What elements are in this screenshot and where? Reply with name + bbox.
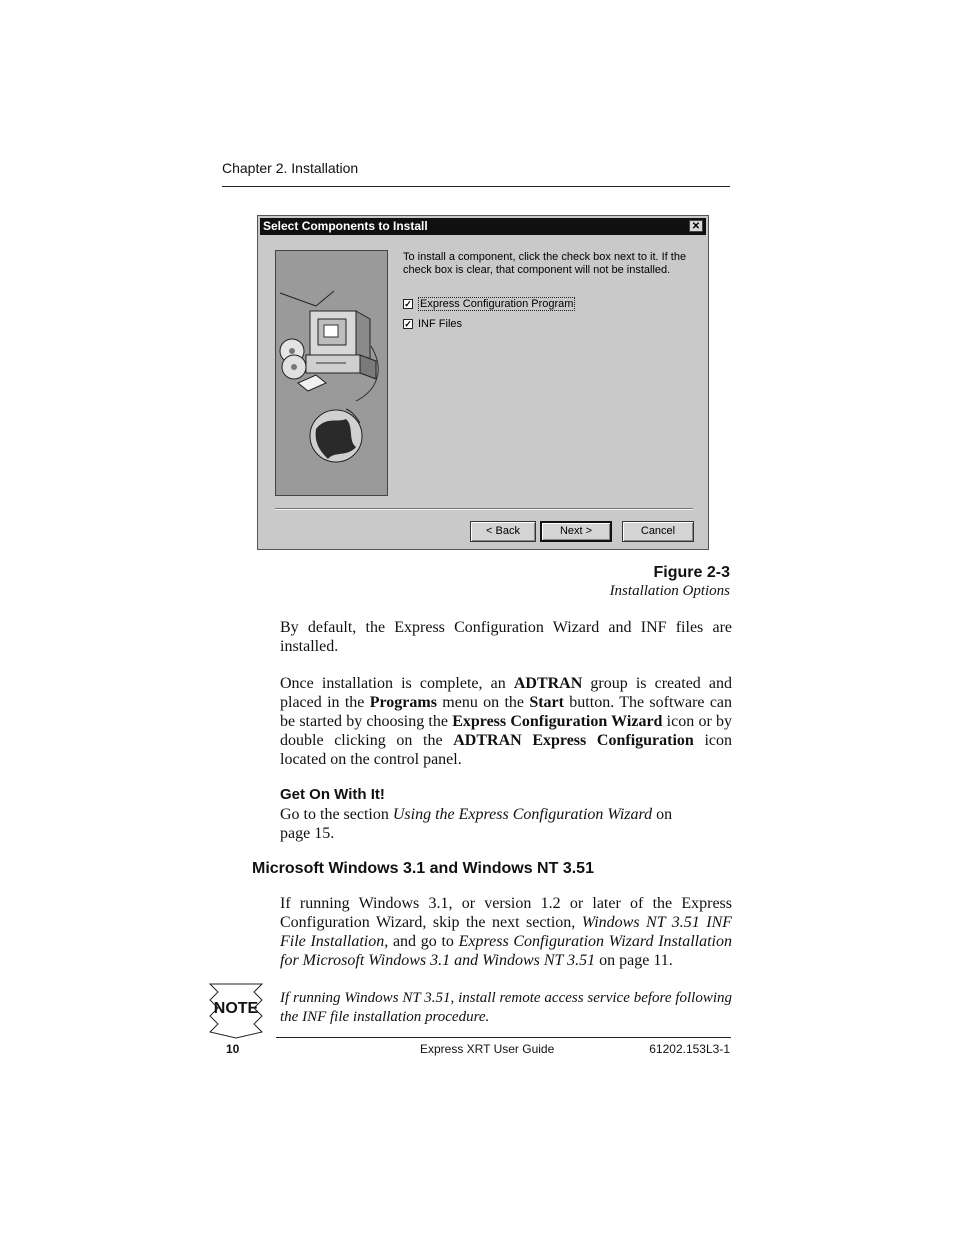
- paragraph-adtran-group: [280, 674, 732, 769]
- back-button[interactable]: < Back: [470, 521, 536, 542]
- text-run: group is created and placed in the: [280, 675, 732, 711]
- footer-title: Express XRT User Guide: [420, 1042, 555, 1056]
- bold-run: Express Configuration Wizard: [452, 713, 663, 730]
- italic-run: Using the Express Configuration Wizard: [392, 806, 653, 823]
- text-run: button. The software can be started by choosing the: [280, 694, 733, 730]
- note-text: If running Windows NT 3.51, install remote access service before following the INF file installation procedure.: [280, 990, 732, 1025]
- dialog-titlebar: [260, 218, 706, 235]
- paragraph-default-install: By default, the Express Configuration Wizard and INF files are installed.: [280, 619, 732, 655]
- component-row-inf-files[interactable]: [403, 318, 462, 330]
- select-components-dialog: [257, 215, 709, 550]
- figure-number: Figure 2-3: [653, 564, 730, 581]
- dialog-title: Select Components to Install: [263, 219, 428, 233]
- text-run: Once installation is complete, an: [280, 675, 514, 692]
- header-rule: [222, 186, 730, 187]
- note-icon: [206, 980, 266, 1040]
- text-run: menu on the: [436, 694, 530, 711]
- page-number: 10: [226, 1042, 240, 1056]
- bold-run: Start: [529, 694, 564, 711]
- computer-illustration-icon: [276, 251, 387, 495]
- text-run: , and go to: [384, 933, 459, 950]
- text-run: on page 11.: [595, 952, 673, 969]
- instruction-text: To install a component, click the check box next to it. If the check box is clear, that component will not be installed.: [403, 251, 687, 276]
- text-run: icon located on the control panel.: [280, 732, 733, 768]
- paragraph-windows31: [280, 894, 732, 970]
- italic-run: Express Configuration Wizard Installation for Microsoft Windows 3.1 and Windows NT 3.51: [280, 933, 732, 969]
- setup-illustration: [275, 250, 388, 496]
- dialog-separator: [275, 508, 693, 510]
- cancel-button[interactable]: Cancel: [622, 521, 694, 542]
- text-run: If running Windows 3.1, or version 1.2 or later of the Express Configuration Wizard, skip the next section,: [280, 895, 732, 931]
- running-header: Chapter 2. Installation: [222, 160, 359, 176]
- inf-files-checkbox[interactable]: ✓: [404, 319, 412, 329]
- express-program-checkbox[interactable]: ✓: [404, 299, 412, 309]
- component-row-express-program[interactable]: [403, 297, 575, 311]
- paragraph-get-on: [280, 805, 700, 843]
- text-run: Go to the section: [280, 806, 393, 823]
- bold-run: Programs: [369, 694, 437, 711]
- get-on-with-it-heading: Get On With It!: [280, 786, 385, 803]
- text-run: icon or by double clicking on the: [280, 713, 732, 749]
- footer-doc-number: 61202.153L3-1: [649, 1042, 730, 1056]
- close-icon[interactable]: ✕: [689, 220, 703, 232]
- italic-run: Windows NT 3.51 INF File Installation: [280, 914, 733, 950]
- note-label: NOTE: [213, 1000, 259, 1017]
- text-run: on page 15.: [280, 806, 673, 842]
- footer-rule: [276, 1037, 731, 1038]
- section-heading: Microsoft Windows 3.1 and Windows NT 3.51: [252, 860, 594, 877]
- express-program-label: Express Configuration Program: [420, 298, 574, 310]
- figure-caption: Installation Options: [609, 583, 730, 599]
- bold-run: ADTRAN Express Configuration: [453, 732, 694, 749]
- inf-files-label: INF Files: [418, 318, 462, 330]
- next-button[interactable]: Next >: [540, 521, 612, 542]
- bold-run: ADTRAN: [513, 675, 583, 692]
